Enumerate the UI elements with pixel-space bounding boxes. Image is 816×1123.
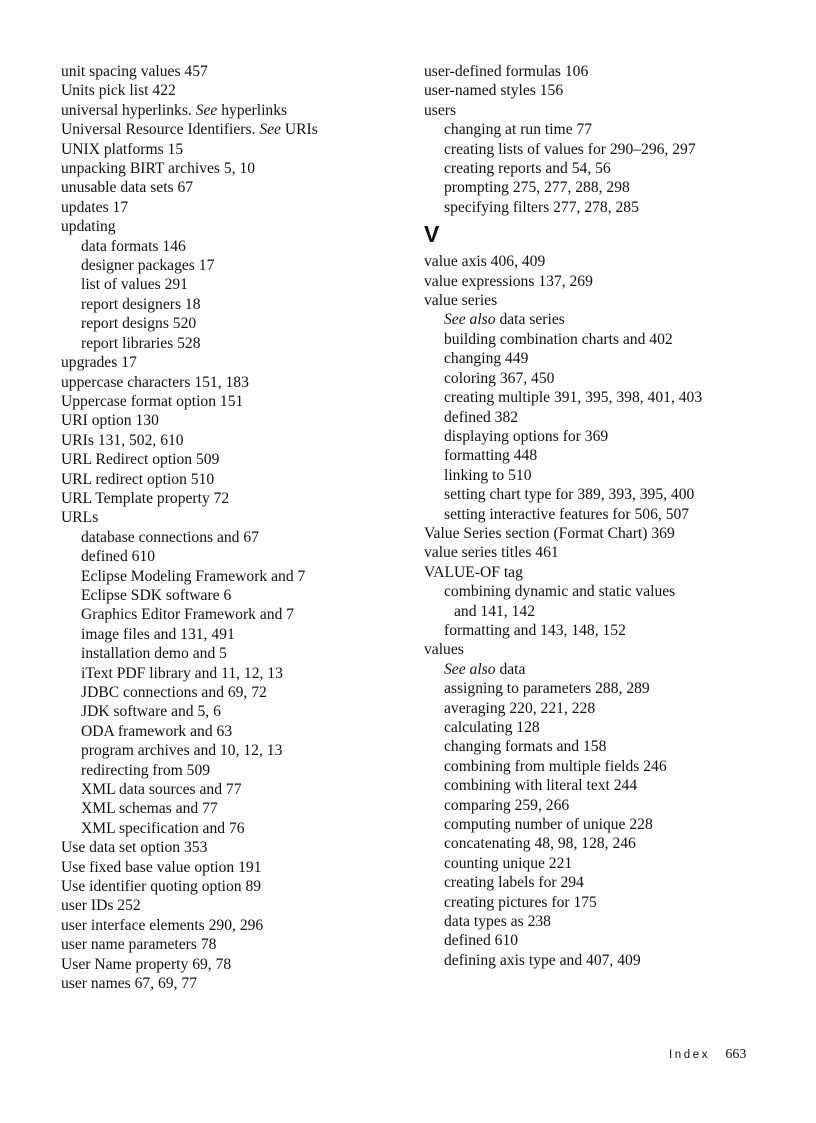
entry-text: changing formats and 158 [444, 738, 607, 756]
index-subentry [424, 310, 784, 329]
index-entry [424, 563, 784, 582]
index-subentry [424, 737, 784, 756]
entry-text: redirecting from 509 [81, 761, 211, 779]
entry-text: XML specification and 76 [81, 819, 245, 837]
entry-text: user name parameters 78 [61, 936, 217, 954]
index-entry [61, 896, 391, 915]
index-subentry [61, 741, 391, 760]
index-entry [61, 101, 391, 120]
entry-text: URI option 130 [61, 412, 159, 430]
index-entry [61, 858, 391, 877]
index-subentry [61, 702, 391, 721]
entry-text: values [424, 641, 464, 659]
entry-text: averaging 220, 221, 228 [444, 699, 596, 717]
entry-text: XML data sources and 77 [81, 781, 242, 799]
entry-text: universal hyperlinks. [61, 101, 196, 119]
index-entry [424, 101, 784, 120]
index-entry [61, 198, 391, 217]
see-target: data series [495, 311, 565, 329]
see-reference: See also [444, 660, 496, 678]
entry-text: JDBC connections and 69, 72 [81, 684, 267, 701]
index-subentry [424, 951, 784, 970]
index-subentry [424, 485, 784, 504]
entry-text: updates 17 [61, 198, 129, 216]
index-entry [61, 178, 391, 197]
index-subentry [424, 834, 784, 853]
index-subentry [424, 776, 784, 795]
index-subentry [61, 605, 391, 624]
index-subentry [424, 679, 784, 698]
entry-text: user-named styles 156 [424, 82, 564, 100]
entry-text: and 141, 142 [454, 602, 535, 620]
entry-text: report libraries 528 [81, 334, 201, 352]
index-subentry [61, 334, 391, 353]
entry-text: Uppercase format option 151 [61, 392, 244, 410]
entry-text: Use identifier quoting option 89 [61, 878, 262, 896]
entry-text: concatenating 48, 98, 128, 246 [444, 835, 636, 853]
index-entry [61, 935, 391, 954]
index-subentry [424, 140, 784, 159]
index-subentry [61, 586, 391, 605]
index-entry [61, 411, 391, 430]
entry-text: updating [61, 218, 116, 236]
entry-text: specifying filters 277, 278, 285 [444, 198, 639, 216]
index-subentry [424, 873, 784, 892]
index-entry [424, 640, 784, 659]
index-subentry [61, 625, 391, 644]
index-entry [61, 62, 391, 81]
entry-text: UNIX platforms 15 [61, 140, 184, 158]
entry-text: combining dynamic and static values [444, 583, 676, 601]
index-entry [61, 470, 391, 489]
index-subentry [61, 780, 391, 799]
entry-text: assigning to parameters 288, 289 [444, 680, 650, 698]
entry-text: Eclipse Modeling Framework and 7 [81, 567, 306, 585]
index-subentry [61, 819, 391, 838]
entry-text: URL Redirect option 509 [61, 451, 220, 469]
entry-text: creating lists of values for 290–296, 297 [444, 140, 696, 158]
index-entry [424, 291, 784, 310]
index-subentry [424, 893, 784, 912]
entry-text: JDK software and 5, 6 [81, 703, 221, 721]
index-subentry [424, 718, 784, 737]
entry-text: Use data set option 353 [61, 839, 208, 857]
index-entry [61, 81, 391, 100]
index-subentry [424, 178, 784, 197]
entry-text: displaying options for 369 [444, 427, 609, 445]
entry-text: setting chart type for 389, 393, 395, 400 [444, 486, 695, 504]
index-letter-heading: V [424, 221, 440, 248]
entry-text: installation demo and 5 [81, 645, 227, 663]
index-subentry [424, 602, 784, 621]
index-subentry [424, 505, 784, 524]
entry-text: Eclipse SDK software 6 [81, 586, 232, 604]
entry-text: defined 610 [81, 548, 156, 566]
index-column-left [61, 62, 391, 994]
entry-text: Units pick list 422 [61, 82, 176, 100]
index-subentry [61, 237, 391, 256]
entry-text: unit spacing values 457 [61, 63, 208, 80]
index-subentry [424, 198, 784, 217]
entry-text: defined 610 [444, 932, 519, 950]
entry-text: coloring 367, 450 [444, 369, 555, 387]
index-subentry [424, 912, 784, 931]
see-target: data [495, 660, 526, 678]
index-subentry [61, 314, 391, 333]
index-entry [61, 508, 391, 527]
entry-text: VALUE-OF tag [424, 563, 523, 581]
entry-text: unpacking BIRT archives 5, 10 [61, 160, 256, 178]
index-entry [424, 81, 784, 100]
entry-text: URLs [61, 509, 99, 527]
entry-text: image files and 131, 491 [81, 625, 235, 643]
entry-text: formatting 448 [444, 447, 538, 465]
entry-text: URL Template property 72 [61, 489, 230, 507]
entry-text: value axis 406, 409 [424, 253, 546, 271]
entry-text: users [424, 101, 457, 119]
entry-text: creating labels for 294 [444, 874, 584, 892]
index-subentry [424, 621, 784, 640]
index-entry [61, 431, 391, 450]
entry-text: calculating 128 [444, 719, 540, 736]
entry-text: data types as 238 [444, 913, 551, 931]
index-subentry [424, 796, 784, 815]
index-entry [61, 450, 391, 469]
index-subentry [61, 275, 391, 294]
page-number: 663 [725, 1047, 747, 1062]
entry-text: value expressions 137, 269 [424, 272, 593, 290]
entry-text: value series [424, 292, 498, 310]
entry-text: iText PDF library and 11, 12, 13 [81, 664, 283, 682]
see-reference: See [259, 121, 281, 139]
entry-text: unusable data sets 67 [61, 179, 194, 197]
entry-text: value series titles 461 [424, 544, 559, 562]
entry-text: Value Series section (Format Chart) 369 [424, 524, 675, 542]
entry-text: counting unique 221 [444, 854, 573, 872]
entry-text: changing 449 [444, 350, 529, 368]
index-subentry [424, 369, 784, 388]
index-subentry [424, 931, 784, 950]
entry-text: formatting and 143, 148, 152 [444, 621, 626, 639]
entry-text: data formats 146 [81, 237, 186, 255]
entry-text: designer packages 17 [81, 257, 215, 275]
index-entry [424, 252, 784, 271]
index-subentry [424, 446, 784, 465]
index-subentry [424, 699, 784, 718]
index-subentry [61, 644, 391, 663]
entry-text: upgrades 17 [61, 354, 137, 372]
index-entry [61, 373, 391, 392]
entry-text: creating multiple 391, 395, 398, 401, 403 [444, 389, 703, 407]
entry-text: user IDs 252 [61, 897, 141, 915]
index-entry [61, 916, 391, 935]
entry-text: building combination charts and 402 [444, 330, 673, 348]
entry-text: Graphics Editor Framework and 7 [81, 606, 295, 624]
index-entry [61, 838, 391, 857]
entry-text: prompting 275, 277, 288, 298 [444, 179, 630, 197]
entry-text: report designs 520 [81, 315, 197, 333]
entry-text: URIs 131, 502, 610 [61, 431, 184, 449]
index-subentry [424, 120, 784, 139]
entry-text: combining with literal text 244 [444, 777, 638, 795]
index-entry [61, 974, 391, 993]
entry-text: uppercase characters 151, 183 [61, 373, 249, 391]
index-entry [61, 489, 391, 508]
entry-text: Universal Resource Identifiers. [61, 121, 260, 139]
index-entry [61, 217, 391, 236]
index-subentry [424, 330, 784, 349]
index-entry [61, 955, 391, 974]
see-reference: See also [444, 311, 496, 329]
entry-text: creating reports and 54, 56 [444, 160, 611, 178]
entry-text: database connections and 67 [81, 528, 259, 546]
entry-text: XML schemas and 77 [81, 800, 218, 818]
index-subentry [61, 799, 391, 818]
index-subentry [424, 388, 784, 407]
index-subentry [424, 815, 784, 834]
entry-text: setting interactive features for 506, 507 [444, 505, 690, 523]
entry-text: comparing 259, 266 [444, 796, 570, 814]
entry-text: ODA framework and 63 [81, 722, 233, 740]
index-entry [424, 62, 784, 81]
index-subentry [61, 567, 391, 586]
entry-text: defining axis type and 407, 409 [444, 951, 641, 969]
index-entry [61, 120, 391, 139]
entry-text: combining from multiple fields 246 [444, 757, 667, 775]
index-subentry [424, 159, 784, 178]
entry-text: user-defined formulas 106 [424, 63, 589, 80]
index-entry [424, 524, 784, 543]
page-footer [669, 1046, 746, 1063]
index-subentry [424, 466, 784, 485]
see-target: hyperlinks [217, 101, 288, 119]
index-subentry [61, 528, 391, 547]
index-subentry [424, 349, 784, 368]
see-target: URIs [280, 121, 318, 139]
index-entry [424, 272, 784, 291]
index-entry [424, 543, 784, 562]
footer-section-label: Index [669, 1049, 711, 1061]
index-subentry [61, 683, 391, 702]
index-subentry [424, 427, 784, 446]
index-entry [61, 140, 391, 159]
index-subentry [61, 295, 391, 314]
see-reference: See [195, 101, 218, 119]
index-subentry [424, 757, 784, 776]
index-subentry [61, 761, 391, 780]
index-subentry [61, 664, 391, 683]
entry-text: User Name property 69, 78 [61, 955, 232, 973]
entry-text: user interface elements 290, 296 [61, 916, 264, 934]
entry-text: defined 382 [444, 408, 519, 426]
entry-text: report designers 18 [81, 295, 201, 313]
entry-text: program archives and 10, 12, 13 [81, 742, 283, 760]
index-subentry [61, 256, 391, 275]
entry-text: user names 67, 69, 77 [61, 975, 197, 993]
index-column-right [424, 62, 784, 970]
entry-text: linking to 510 [444, 466, 532, 484]
index-subentry [61, 722, 391, 741]
entry-text: list of values 291 [81, 276, 188, 294]
entry-text: changing at run time 77 [444, 121, 593, 139]
entry-text: URL redirect option 510 [61, 470, 215, 488]
index-subentry [424, 854, 784, 873]
index-entry [61, 159, 391, 178]
index-subentry [424, 408, 784, 427]
index-subentry [424, 582, 784, 601]
entry-text: Use fixed base value option 191 [61, 858, 262, 876]
index-entry [61, 877, 391, 896]
entry-text: computing number of unique 228 [444, 816, 653, 834]
index-subentry [61, 547, 391, 566]
index-subentry [424, 660, 784, 679]
entry-text: creating pictures for 175 [444, 893, 597, 911]
index-entry [61, 353, 391, 372]
index-entry [61, 392, 391, 411]
